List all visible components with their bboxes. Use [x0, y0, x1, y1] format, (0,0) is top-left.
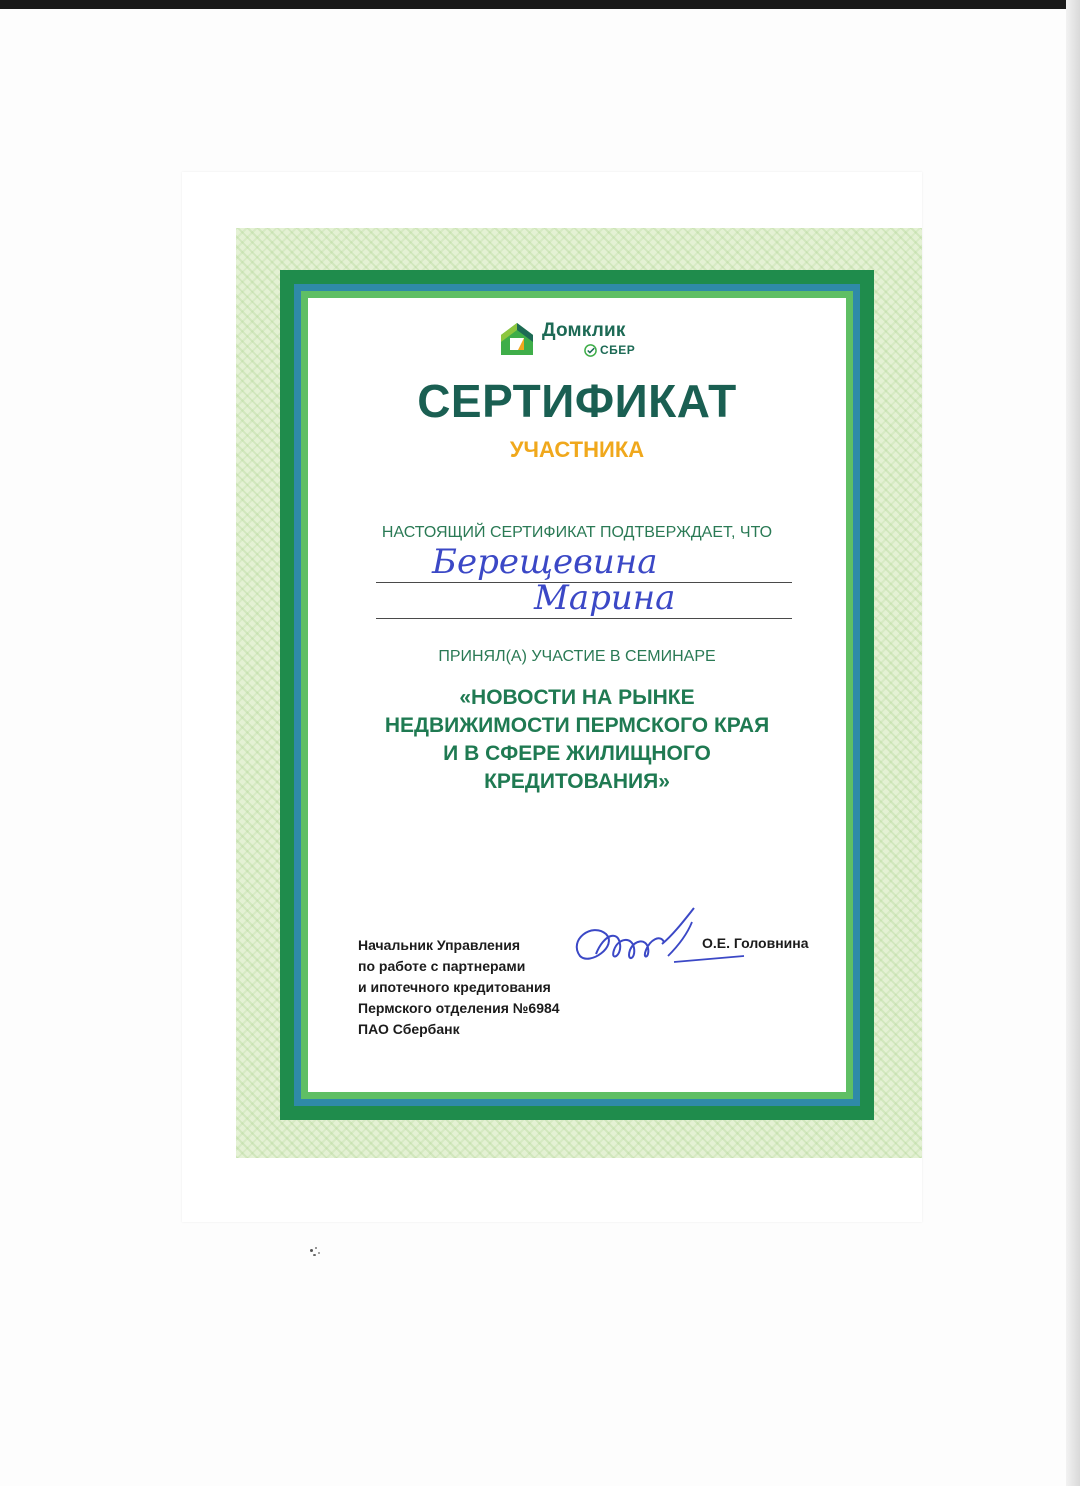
certificate-subtitle: УЧАСТНИКА [509, 437, 645, 462]
scan-top-edge [0, 0, 1080, 9]
house-logo-icon [498, 320, 536, 358]
seminar-title-line: НЕДВИЖИМОСТИ ПЕРМСКОГО КРАЯ [384, 714, 770, 737]
signer-position-line: Начальник Управления [358, 937, 521, 953]
logo-brand-name: Домклик [542, 320, 626, 341]
signer-position-line: и ипотечного кредитования [358, 979, 551, 995]
certificate-content [308, 298, 846, 1092]
frame-inner-border [301, 291, 853, 1099]
logo-sub-brand: СБЕР [600, 343, 636, 357]
frame-outer-border [280, 270, 874, 1120]
participant-surname: Берещевина [432, 542, 658, 582]
signer-position-line: по работе с партнерами [358, 958, 526, 974]
domclick-logo [498, 320, 635, 358]
sber-check-icon [584, 344, 597, 357]
seminar-title-line: И В СФЕРЕ ЖИЛИЩНОГО [443, 742, 711, 765]
frame-middle-border [294, 284, 860, 1106]
name-line-2 [376, 618, 792, 619]
seminar-title [328, 684, 826, 796]
participation-statement: ПРИНЯЛ(А) УЧАСТИЕ В СЕМИНАРЕ [438, 648, 716, 665]
confirm-statement: НАСТОЯЩИЙ СЕРТИФИКАТ ПОДТВЕРЖДАЕТ, ЧТО [381, 524, 773, 541]
seminar-title-line: «НОВОСТИ НА РЫНКЕ [459, 686, 695, 709]
participant-first-name: Марина [534, 578, 676, 618]
signer-position [358, 935, 560, 1040]
seminar-title-line: КРЕДИТОВАНИЯ» [484, 770, 670, 793]
certificate-sheet [182, 172, 922, 1222]
signer-position-line: Пермского отделения №6984 [358, 1000, 560, 1016]
signer-name: О.Е. Головнина [702, 935, 809, 951]
scan-speck [308, 1246, 324, 1260]
certificate-title: СЕРТИФИКАТ [417, 375, 737, 427]
signer-position-line: ПАО Сбербанк [358, 1021, 460, 1037]
scan-right-edge [1066, 0, 1080, 1486]
